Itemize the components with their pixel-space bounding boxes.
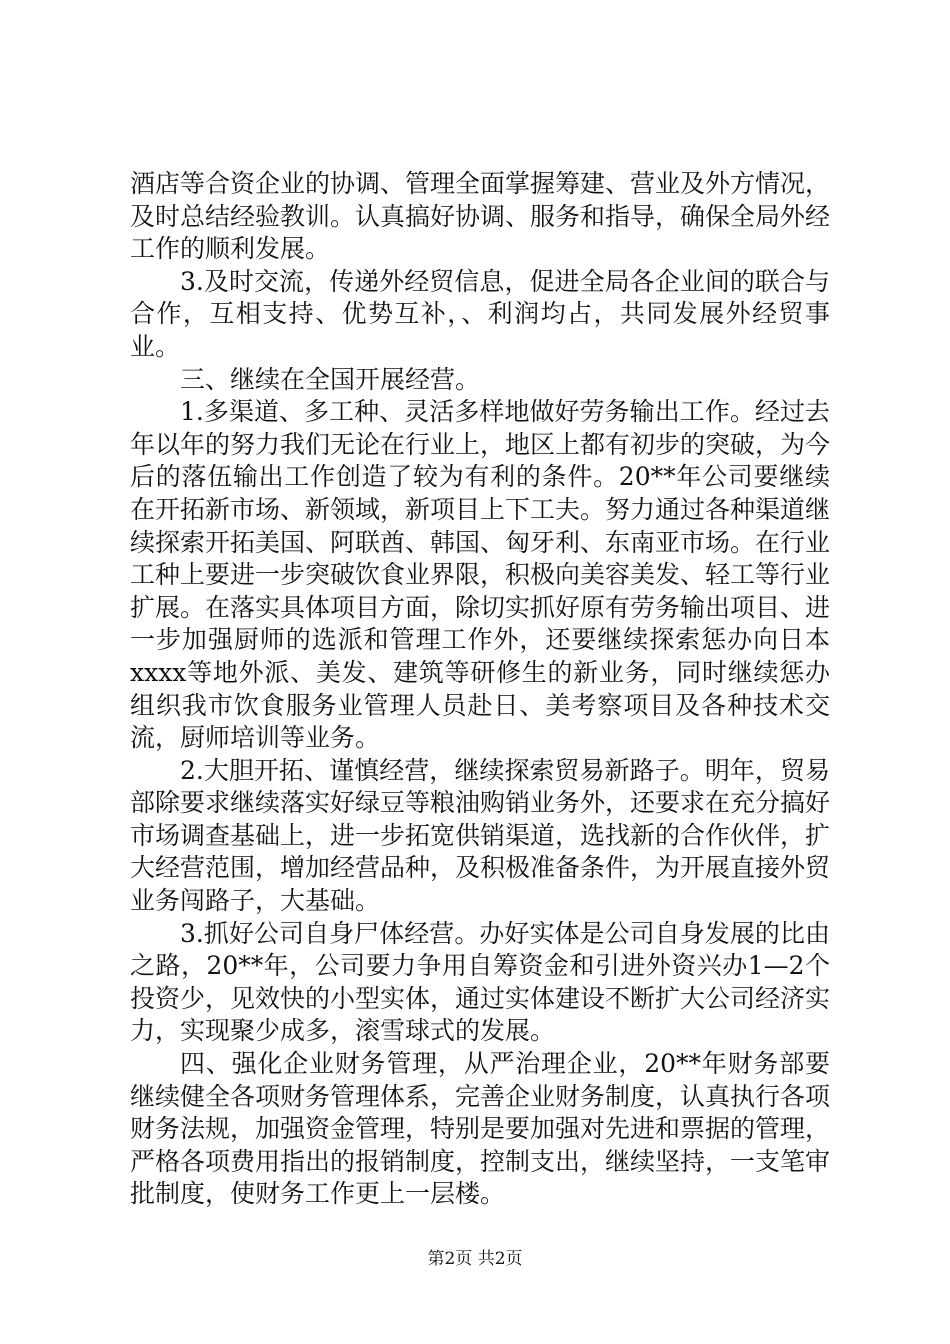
paragraph-continuation: 酒店等合资企业的协调、管理全面掌握筹建、营业及外方情况，及时总结经验教训。认真搞好协调、服务和指导，确保全局外经工作的顺利发展。: [130, 169, 831, 264]
paragraph-item-3-exchange: 3.及时交流，传递外经贸信息，促进全局各企业间的联合与合作，互相支持、优势互补，、利润均占，共同发展外经贸事业。: [130, 266, 830, 361]
document-body: [130, 168, 830, 1211]
section-heading-three: 三、继续在全国开展经营。: [180, 364, 481, 394]
paragraph-item-3-entity: 3.抓好公司自身尸体经营。办好实体是公司自身发展的比由之路，20**年，公司要力争用自筹资金和引进外资兴办1—2个投资少，见效快的小型实体，通过实体建设不断扩大公司经济实力，实现聚少成多，滚雪球式的发展。: [130, 918, 831, 1046]
paragraph-item-2-trade: 2.大胆开拓、谨慎经营，继续探索贸易新路子。明年，贸易部除要求继续落实好绿豆等粮油购销业务外，还要求在充分搞好市场调查基础上，进一步拓宽供销渠道，选找新的合作伙伴，扩大经营范围，增加经营品种，及积极准备条件，为开展直接外贸业务闯路子，大基础。: [130, 755, 831, 916]
page-footer: 第2页 共2页: [427, 1249, 523, 1269]
paragraph-item-1-labor: 1.多渠道、多工种、灵活多样地做好劳务输出工作。经过去年以年的努力我们无论在行业上，地区上都有初步的突破，为今后的落伍输出工作创造了较为有利的条件。20**年公司要继续在开拓新市场、新领域，新项目上下工夫。努力通过各种渠道继续探索开拓美国、阿联酋、韩国、匈牙利、东南亚市场。在行业工种上要进一步突破饮食业界限，积极向美容美发、轻工等行业扩展。在落实具体项目方面，除切实抓好原有劳务输出项目、进一步加强厨师的选派和管理工作外，还要继续探索惩办向日本xxxx等地外派、美发、建筑等研修生的新业务，同时继续惩办组织我市饮食服务业管理人员赴日、美考察项目及各种技术交流，厨师培训等业务。: [130, 397, 831, 753]
paragraph-section-four-finance: 四、强化企业财务管理，从严治理企业，20**年财务部要继续健全各项财务管理体系，完善企业财务制度，认真执行各项财务法规，加强资金管理，特别是要加强对先进和票据的管理，严格各项费用指出的报销制度，控制支出，继续坚持，一支笔审批制度，使财务工作更上一层楼。: [130, 1049, 831, 1209]
